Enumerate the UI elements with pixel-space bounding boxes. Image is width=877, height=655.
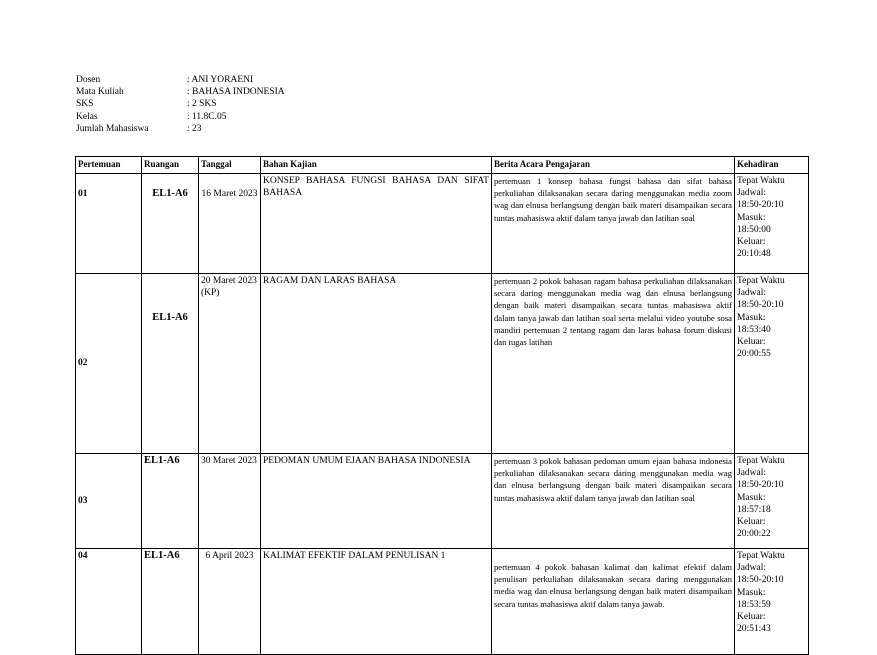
course-info (76, 74, 285, 135)
keluar-label: Keluar: (737, 337, 766, 348)
table-row (76, 549, 809, 655)
col-header-bahan: Bahan Kajian (261, 157, 492, 174)
berita-cell: pertemuan 2 pokok bahasan ragam bahasa perkuliahan dilaksanakan secara daring menggunakan media wag dan elnusa berlangsung dengan baik materi disampaikan secara tuntas mahasiswa aktif dalam tanya jawab dan latihan soal serta melalui video youtube sosa mandiri pertemuan 2 tentang ragam dan laras bahasa forum diskusi dan tugas latihan (492, 274, 735, 454)
sks-value: : 2 SKS (187, 99, 217, 110)
kehadiran-cell (735, 274, 809, 454)
keluar-label: Keluar: (737, 612, 766, 623)
keluar-value: 20:10:48 (737, 249, 771, 260)
matkul-label: Mata Kuliah (76, 87, 124, 98)
col-header-pertemuan: Pertemuan (76, 157, 142, 174)
dosen-value: : ANI YORAENI (187, 75, 254, 85)
ruangan-cell: EL1-A6 (142, 274, 199, 454)
status-text: Tepat Waktu (737, 456, 785, 466)
jadwal-value: 18:50-20:10 (737, 200, 784, 211)
matkul-value: : BAHASA INDONESIA (187, 87, 285, 98)
jadwal-label: Jadwal: (737, 188, 767, 199)
table-row (76, 454, 809, 549)
status-text: Tepat Waktu (737, 276, 785, 286)
dosen-label: Dosen (76, 75, 101, 85)
table-row (76, 174, 809, 274)
jadwal-value: 18:50-20:10 (737, 480, 784, 491)
masuk-label: Masuk: (737, 312, 766, 323)
masuk-label: Masuk: (737, 492, 766, 503)
masuk-value: 18:50:00 (737, 224, 771, 235)
berita-cell: pertemuan 4 pokok bahasan kalimat dan kalimat efektif dalam penulisan perkuliahan dilaksanakan secara daring menggunakan media wag dan elnusa berlangsung dengan baik materi disampaikan secara tuntas mahasiswa aktif dalam tanya jawab. (492, 549, 735, 655)
tanggal-cell: 30 Maret 2023 (199, 454, 261, 549)
jadwal-label: Jadwal: (737, 563, 767, 574)
bahan-cell: PEDOMAN UMUM EJAAN BAHASA INDONESIA (261, 454, 492, 549)
berita-cell: pertemuan 1 konsep bahasa fungsi bahasa dan sifat bahasa perkuliahan dilaksanakan secara daring menggunakan media zoom wag dan elnusa berlangsung dengan baik materi disampaikan secara tuntas mahasiswa aktif dalam tanya jawab dan latihan soal (492, 174, 735, 274)
jadwal-label: Jadwal: (737, 468, 767, 479)
col-header-kehadiran: Kehadiran (735, 157, 809, 174)
kehadiran-cell (735, 174, 809, 274)
jadwal-label: Jadwal: (737, 288, 767, 299)
jadwal-value: 18:50-20:10 (737, 575, 784, 586)
bahan-cell: RAGAM DAN LARAS BAHASA (261, 274, 492, 454)
info-row-jumlah (76, 123, 285, 135)
tanggal-cell: 6 April 2023 (199, 549, 261, 655)
table-row (76, 274, 809, 454)
masuk-value: 18:53:40 (737, 324, 771, 335)
pertemuan-cell: 01 (76, 174, 142, 274)
status-text: Tepat Waktu (737, 176, 785, 186)
bahan-cell: KALIMAT EFEKTIF DALAM PENULISAN 1 (261, 549, 492, 655)
info-row-dosen (76, 74, 285, 86)
masuk-label: Masuk: (737, 587, 766, 598)
keluar-value: 20:51:43 (737, 624, 771, 635)
ruangan-cell: EL1-A6 (142, 174, 199, 274)
status-text: Tepat Waktu (737, 551, 785, 561)
pertemuan-cell: 03 (76, 454, 142, 549)
kelas-value: : 11.8C.05 (187, 111, 227, 122)
tanggal-cell: 16 Maret 2023 (199, 174, 261, 274)
jadwal-value: 18:50-20:10 (737, 300, 784, 311)
col-header-berita: Berita Acara Pengajaran (492, 157, 735, 174)
ruangan-cell: EL1-A6 (142, 454, 199, 549)
masuk-value: 18:53:59 (737, 599, 771, 610)
keluar-value: 20:00:22 (737, 529, 771, 540)
col-header-ruangan: Ruangan (142, 157, 199, 174)
table-header-row (76, 157, 809, 174)
kehadiran-cell (735, 454, 809, 549)
keluar-label: Keluar: (737, 237, 766, 248)
ruangan-cell: EL1-A6 (142, 549, 199, 655)
kelas-label: Kelas (76, 111, 98, 122)
info-row-matkul (76, 86, 285, 98)
attendance-table (75, 156, 809, 655)
masuk-label: Masuk: (737, 212, 766, 223)
info-row-kelas (76, 111, 285, 123)
col-header-tanggal: Tanggal (199, 157, 261, 174)
pertemuan-cell: 04 (76, 549, 142, 655)
jumlah-label: Jumlah Mahasiswa (76, 123, 149, 134)
keluar-label: Keluar: (737, 517, 766, 528)
kehadiran-cell (735, 549, 809, 655)
bahan-cell: KONSEP BAHASA FUNGSI BAHASA DAN SIFAT BAHASA (261, 174, 492, 274)
berita-cell: pertemuan 3 pokok bahasan pedoman umum ejaan bahasa indonesia perkuliahan dilaksanakan secara daring menggunakan media wag dan elnusa berlangsung dengan baik materi disampaikan secara tuntas mahasiswa aktif dalam tanya jawab dan latihan soal (492, 454, 735, 549)
tanggal-cell: 20 Maret 2023 (KP) (199, 274, 261, 454)
jumlah-value: : 23 (187, 123, 202, 134)
pertemuan-cell: 02 (76, 274, 142, 454)
info-row-sks (76, 98, 285, 110)
masuk-value: 18:57:18 (737, 504, 771, 515)
keluar-value: 20:00:55 (737, 349, 771, 360)
sks-label: SKS (76, 99, 94, 110)
